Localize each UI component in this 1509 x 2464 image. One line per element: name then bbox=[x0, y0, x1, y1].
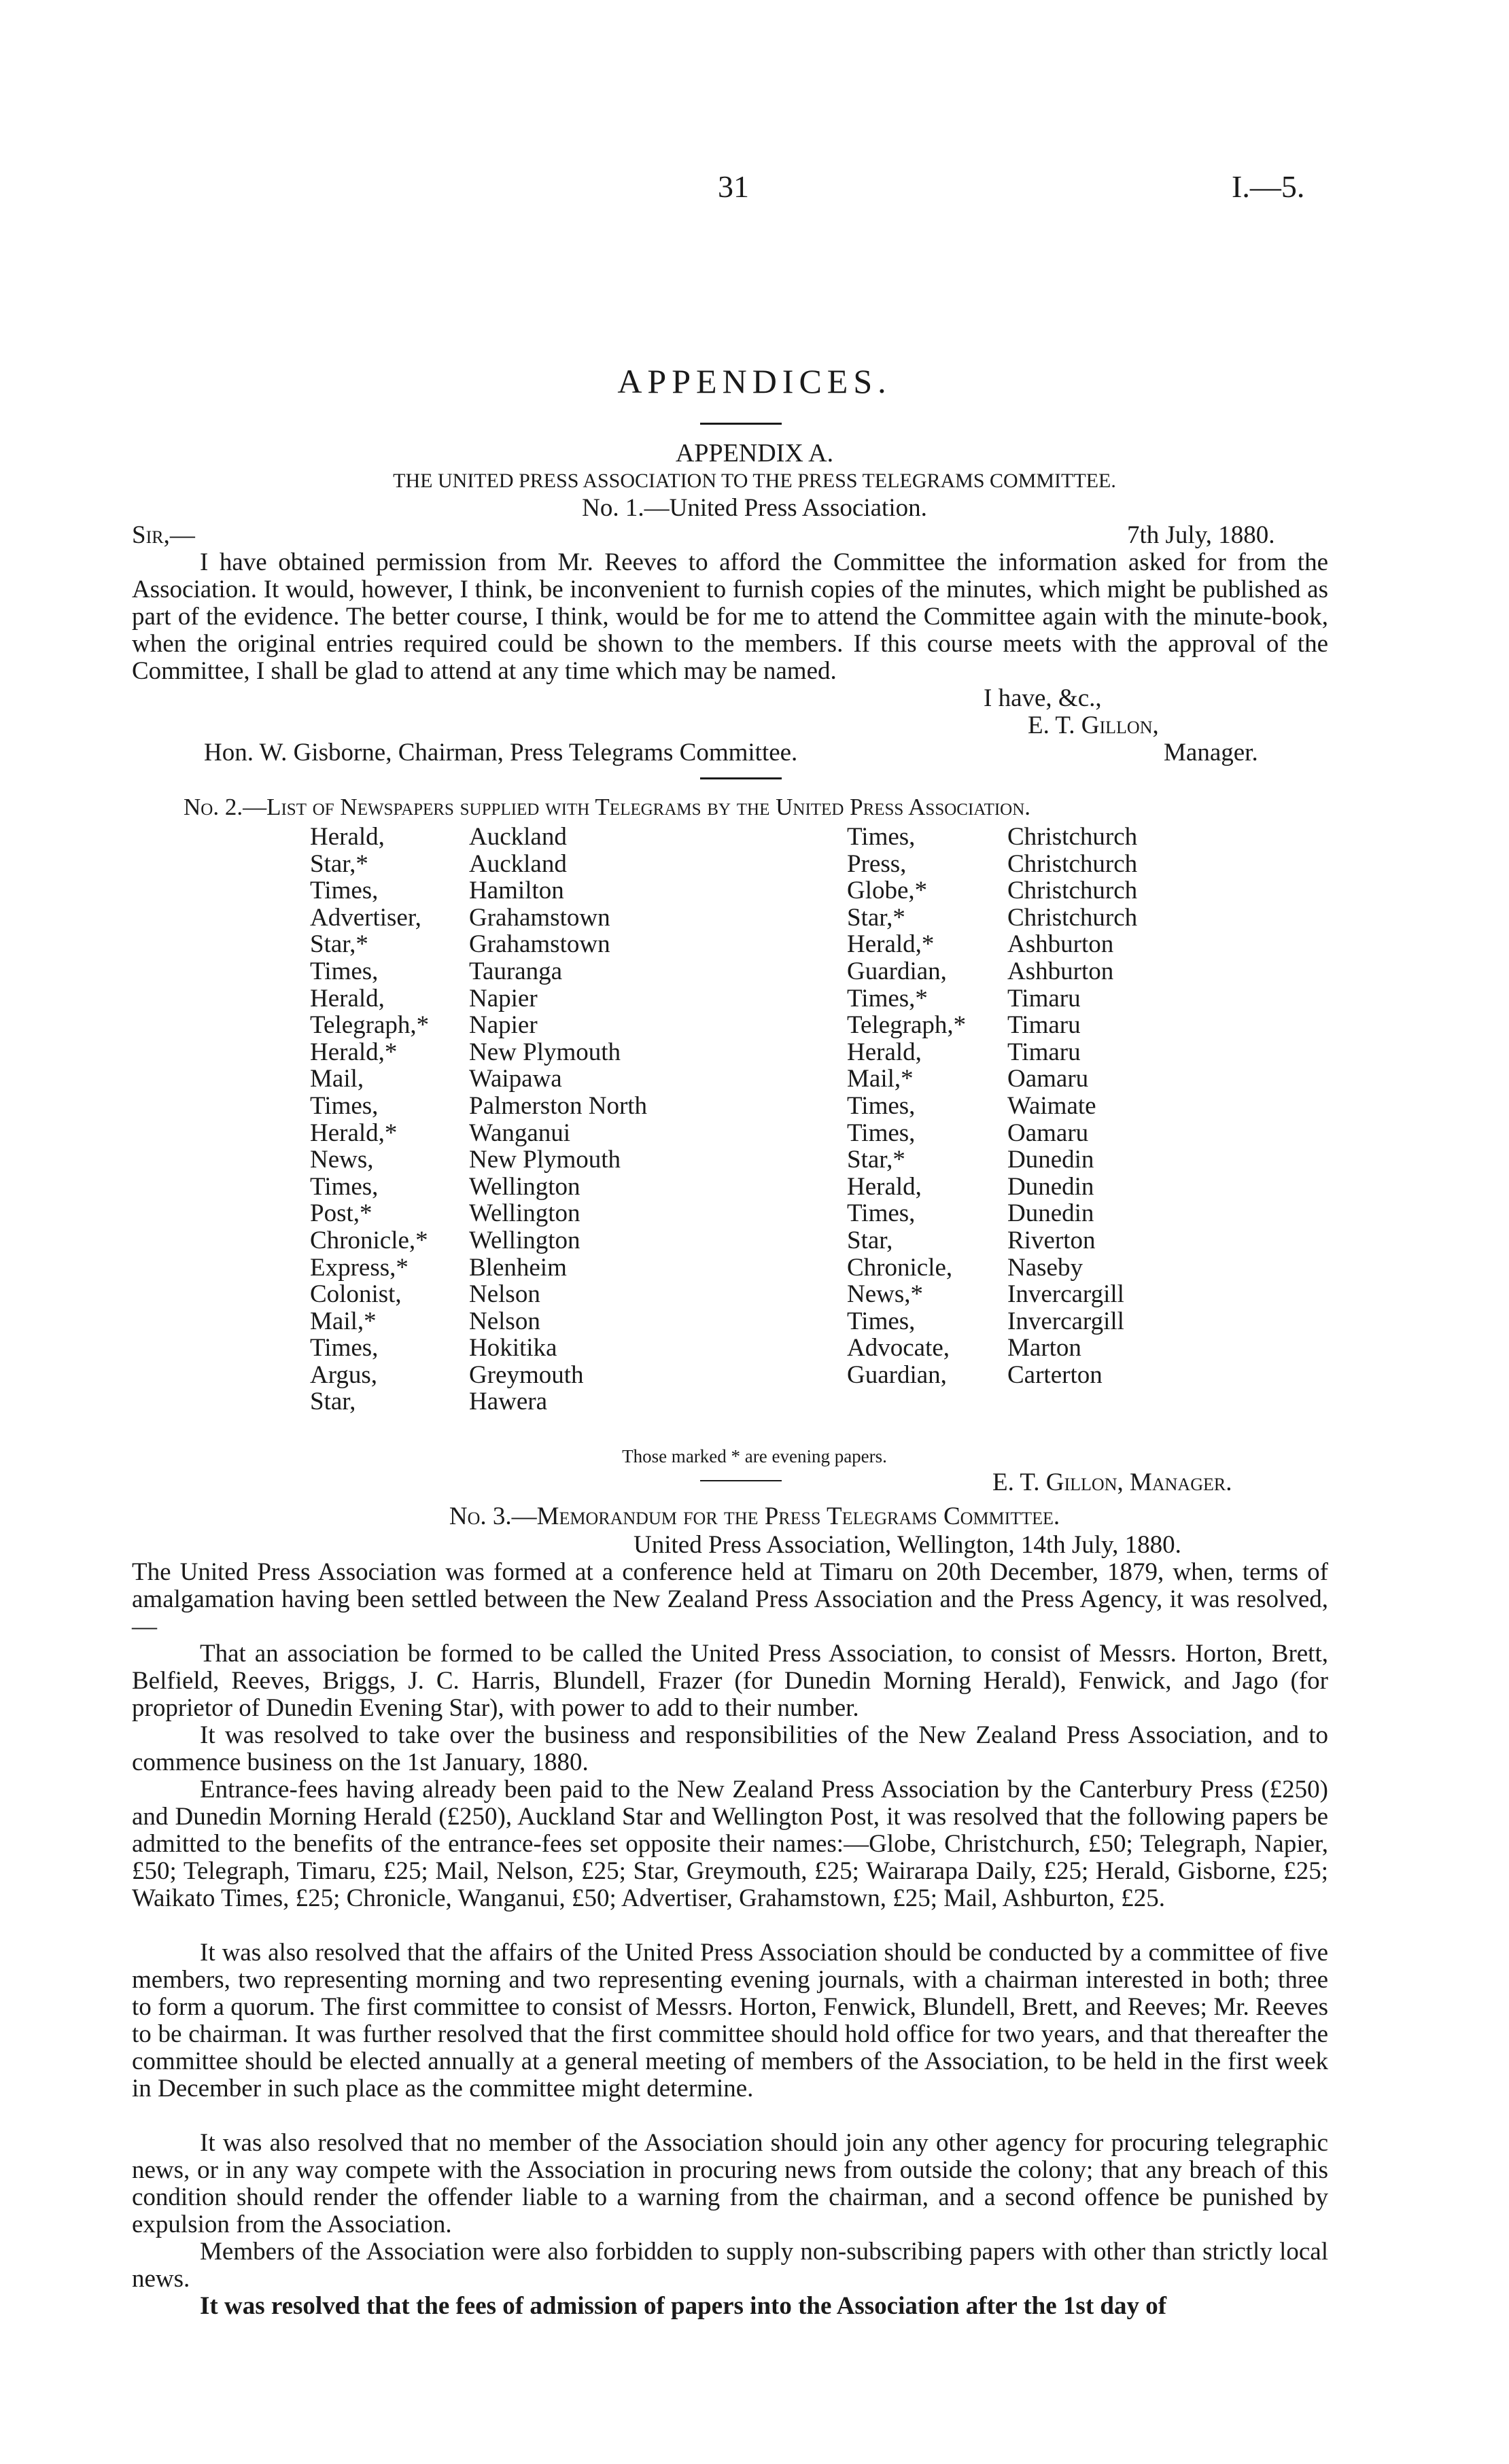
list-item: News, bbox=[310, 1146, 374, 1174]
list-item: Ashburton bbox=[1007, 930, 1114, 959]
list-item: Times, bbox=[310, 877, 379, 905]
list-item: Advocate, bbox=[847, 1334, 950, 1362]
list-item: New Plymouth bbox=[469, 1038, 621, 1066]
list-item: Telegraph,* bbox=[310, 1011, 430, 1040]
memo-paragraph-4: Entrance-fees having already been paid to the New Zealand Press Association by the Canterbury Press (£250) and Dunedin Morning Herald (£250), Auckland Star and Wellington Post, it was resolved that the following papers be admitted to the benefits of the entrance-fees set opposite their names:—Globe, Christchurch, £50; Telegraph, Napier, £50; Telegraph, Timaru, £25; Mail, Nelson, £25; Star, Greymouth, £25; Wairarapa Daily, £25; Herald, Gisborne, £25; Waikato Times, £25; Chronicle, Wanganui, £50; Advertiser, Grahamstown, £25; Mail, Ashburton, £25. bbox=[132, 1776, 1328, 1912]
list-item: Riverton bbox=[1007, 1226, 1096, 1254]
list-item: Oamaru bbox=[1007, 1119, 1089, 1147]
list-item: Colonist, bbox=[310, 1280, 402, 1309]
list-item: Times,* bbox=[847, 984, 928, 1013]
list-item: Star,* bbox=[310, 930, 368, 959]
signer-title: Manager. bbox=[1164, 739, 1258, 767]
left-newspaper-names bbox=[310, 824, 429, 1415]
memo-paragraph-7: Members of the Association were also forbidden to supply non-subscribing papers with other than strictly local news. bbox=[132, 2238, 1328, 2293]
letter-closing: I have, &c., bbox=[984, 684, 1102, 712]
list-item: Hamilton bbox=[469, 877, 564, 905]
list-item: Chronicle,* bbox=[310, 1226, 428, 1254]
list-item: Wanganui bbox=[469, 1119, 571, 1147]
list-item: Palmerston North bbox=[469, 1091, 648, 1120]
salutation: Sir,— bbox=[132, 521, 195, 549]
list-item: Star, bbox=[847, 1226, 893, 1254]
letter-no1-title: No. 1.—United Press Association. bbox=[582, 494, 927, 522]
list-item: Naseby bbox=[1007, 1253, 1083, 1282]
letter-signature: E. T. Gillon, bbox=[1028, 711, 1159, 739]
list-item: Waipawa bbox=[469, 1065, 562, 1093]
memo-paragraph-1: The United Press Association was formed at a conference held at Timaru on 20th December, 1879, when, terms of amalgamation having been settled between the New Zealand Press Association and the Press Agency, it was resolved,— bbox=[132, 1558, 1328, 1640]
list-item: Grahamstown bbox=[469, 930, 610, 959]
evening-papers-note: Those marked * are evening papers. bbox=[622, 1446, 887, 1466]
list-item: Times, bbox=[310, 1172, 379, 1201]
list-item: Marton bbox=[1007, 1334, 1081, 1362]
list-item: Wellington bbox=[469, 1199, 580, 1228]
list-item: Times, bbox=[310, 1091, 379, 1120]
list-item: Mail,* bbox=[847, 1065, 914, 1093]
list-item: Mail, bbox=[310, 1065, 364, 1093]
memo-paragraph-3: It was resolved to take over the business and responsibilities of the New Zealand Press Association, and to commence business on the 1st January, 1880. bbox=[132, 1721, 1328, 1776]
list-item: Times, bbox=[310, 957, 379, 985]
list-item: Times, bbox=[847, 1199, 916, 1228]
list-item: Timaru bbox=[1007, 1038, 1081, 1066]
appendix-heading: APPENDIX A. bbox=[675, 439, 834, 468]
list-item: Christchurch bbox=[1007, 877, 1138, 905]
list-item: Ashburton bbox=[1007, 957, 1114, 985]
memorandum-title: No. 3.—Memorandum for the Press Telegrams Committee. bbox=[449, 1502, 1060, 1530]
list-item: Dunedin bbox=[1007, 1172, 1094, 1201]
letter-addressee: Hon. W. Gisborne, Chairman, Press Telegrams Committee. bbox=[204, 739, 798, 767]
list-item: Herald, bbox=[310, 823, 385, 851]
list-item: Nelson bbox=[469, 1280, 540, 1309]
list-item: Herald,* bbox=[310, 1038, 398, 1066]
memo-paragraph-5: It was also resolved that the affairs of the United Press Association should be conducted by a committee of five members, two representing morning and two representing evening journals, with a chairman interested in both; three to form a quorum. The first committee to consist of Messrs. Horton, Fenwick, Blundell, Brett, and Reeves; Mr. Reeves to be chairman. It was further resolved that the first committee should hold office for two years, and that thereafter the committee should be elected annually at a general meeting of members of the Association, to be held in the first week in December in such place as the committee might determine. bbox=[132, 1939, 1328, 2102]
list-item: Blenheim bbox=[469, 1253, 567, 1282]
memo-paragraph-2: That an association be formed to be called the United Press Association, to consist of Messrs. Horton, Brett, Belfield, Reeves, Briggs, J. C. Harris, Blundell, Frazer (for Dunedin Morning Herald), Fenwick, and Jago (for proprietor of Dunedin Evening Star), with power to add to their number. bbox=[132, 1640, 1328, 1722]
list-item: Chronicle, bbox=[847, 1253, 953, 1282]
list-item: Guardian, bbox=[847, 1360, 947, 1389]
memorandum-dateline: United Press Association, Wellington, 14th July, 1880. bbox=[634, 1531, 1181, 1559]
list-item: Oamaru bbox=[1007, 1065, 1089, 1093]
list-item: Wellington bbox=[469, 1172, 580, 1201]
list-item: Telegraph,* bbox=[847, 1011, 967, 1040]
list-item: Auckland bbox=[469, 823, 567, 851]
list-item: Star,* bbox=[847, 1146, 905, 1174]
list-item: Christchurch bbox=[1007, 823, 1138, 851]
list-item: Dunedin bbox=[1007, 1199, 1094, 1228]
list-signature: E. T. Gillon, Manager. bbox=[992, 1468, 1232, 1496]
right-newspaper-names bbox=[847, 824, 966, 1388]
left-newspaper-places bbox=[469, 824, 647, 1415]
appendix-subheading: THE UNITED PRESS ASSOCIATION TO THE PRESS TELEGRAMS COMMITTEE. bbox=[393, 470, 1116, 492]
list-item: Invercargill bbox=[1007, 1307, 1124, 1335]
right-newspaper-places bbox=[1007, 824, 1137, 1388]
list-item: Christchurch bbox=[1007, 849, 1138, 878]
newspaper-list-title: No. 2.—List of Newspapers supplied with Telegrams by the United Press Association. bbox=[184, 794, 1031, 820]
list-item: Star,* bbox=[310, 849, 368, 878]
list-item: Herald,* bbox=[847, 930, 935, 959]
list-item: Herald, bbox=[847, 1172, 922, 1201]
list-item: Carterton bbox=[1007, 1360, 1103, 1389]
list-divider bbox=[700, 1480, 782, 1481]
list-item: Napier bbox=[469, 1011, 538, 1040]
list-item: Times, bbox=[310, 1334, 379, 1362]
list-item: Herald, bbox=[847, 1038, 922, 1066]
list-item: Times, bbox=[847, 823, 916, 851]
list-item: Times, bbox=[847, 1119, 916, 1147]
list-item: Dunedin bbox=[1007, 1146, 1094, 1174]
list-item: Hawera bbox=[469, 1388, 548, 1416]
list-item: Invercargill bbox=[1007, 1280, 1124, 1309]
list-item: Nelson bbox=[469, 1307, 540, 1335]
list-item: Press, bbox=[847, 849, 907, 878]
list-item: Grahamstown bbox=[469, 903, 610, 932]
page-title: APPENDICES. bbox=[617, 362, 892, 400]
list-item: Argus, bbox=[310, 1360, 378, 1389]
page-number: 31 bbox=[718, 169, 749, 204]
list-item: Star,* bbox=[847, 903, 905, 932]
section-divider bbox=[700, 777, 782, 779]
list-item: News,* bbox=[847, 1280, 924, 1309]
list-item: Herald, bbox=[310, 984, 385, 1013]
list-item: Star, bbox=[310, 1388, 356, 1416]
list-item: Advertiser, bbox=[310, 903, 421, 932]
list-item: Mail,* bbox=[310, 1307, 377, 1335]
document-code: I.—5. bbox=[1232, 169, 1305, 204]
list-item: Timaru bbox=[1007, 984, 1081, 1013]
memo-paragraph-8: It was resolved that the fees of admission of papers into the Association after the 1st day of bbox=[200, 2292, 1167, 2320]
list-item: Times, bbox=[847, 1091, 916, 1120]
letter-date: 7th July, 1880. bbox=[1127, 521, 1275, 549]
list-item: New Plymouth bbox=[469, 1146, 621, 1174]
list-item: Hokitika bbox=[469, 1334, 557, 1362]
list-item: Greymouth bbox=[469, 1360, 584, 1389]
list-item: Napier bbox=[469, 984, 538, 1013]
list-item: Herald,* bbox=[310, 1119, 398, 1147]
list-item: Post,* bbox=[310, 1199, 372, 1228]
list-item: Tauranga bbox=[469, 957, 563, 985]
letter-body: I have obtained permission from Mr. Reeves to afford the Committee the information asked for from the Association. It would, however, I think, be inconvenient to furnish copies of the minutes, which might be published as part of the evidence. The better course, I think, would be for me to attend the Committee again with the minute-book, when the original entries required could be shown to the members. If this course meets with the approval of the Committee, I shall be glad to attend at any time which may be named. bbox=[132, 548, 1328, 685]
list-item: Christchurch bbox=[1007, 903, 1138, 932]
list-item: Auckland bbox=[469, 849, 567, 878]
list-item: Guardian, bbox=[847, 957, 947, 985]
list-item: Express,* bbox=[310, 1253, 409, 1282]
list-item: Wellington bbox=[469, 1226, 580, 1254]
list-item: Timaru bbox=[1007, 1011, 1081, 1040]
list-item: Waimate bbox=[1007, 1091, 1096, 1120]
memo-paragraph-6: It was also resolved that no member of the Association should join any other agency for procuring telegraphic news, or in any way compete with the Association in procuring news from outside the colony; that any breach of this condition should render the offender liable to a warning from the chairman, and a second offence be punished by expulsion from the Association. bbox=[132, 2129, 1328, 2238]
title-divider bbox=[700, 423, 782, 425]
list-item: Times, bbox=[847, 1307, 916, 1335]
list-item: Globe,* bbox=[847, 877, 928, 905]
